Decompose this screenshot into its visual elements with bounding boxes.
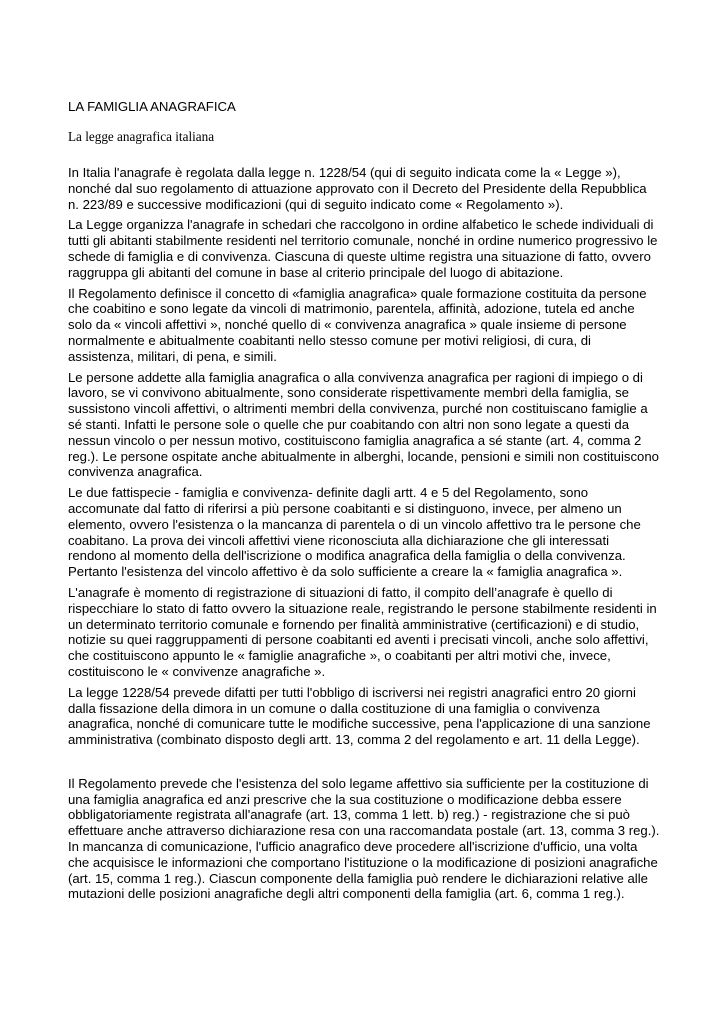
paragraph-legame-affettivo: Il Regolamento prevede che l'esistenza del solo legame affettivo sia sufficiente per la costituzione di una famiglia anagrafica ed anzi prescrive che la sua costituzione o modificazione debba essere obbligatoriamente registrata all'anagrafe (art. 13, comma 1 lett. b) reg.) - registrazione che si può effettuare anche attraverso dichiarazione resa con una raccomandata postale (art. 13, comma 3 reg.). In mancanza di comunicazione, l'ufficio anagrafico deve procedere all'iscrizione d'ufficio, una volta che acquisisce le informazioni che comportano l'istituzione o la modificazione di posizioni anagrafiche (art. 15, comma 1 reg.). Ciascun componente della famiglia può rendere le dichiarazioni relative alle mutazioni delle posizioni anagrafiche degli altri componenti della famiglia (art. 6, comma 1 reg.). — [68, 775, 660, 902]
paragraph-legge: In Italia l'anagrafe è regolata dalla legge n. 1228/54 (qui di seguito indicata come la « Legge »), nonché dal suo regolamento di attuazione approvato con il Decreto del Presidente della Repubblica n. 223/89 e successive modificazioni (qui di seguito indicato come « Regolamento »). — [68, 165, 647, 212]
paragraph-group-1 — [68, 165, 660, 748]
paragraph-schedari: La Legge organizza l'anagrafe in schedari che raccolgono in ordine alfabetico le schede individuali di tutti gli abitanti stabilmente residenti nel territorio comunale, nonché in ordine numerico progressivo le schede di famiglia e di convivenza. Ciascuna di queste ultime registra una situazione di fatto, ovvero raggruppa gli abitanti del comune in base al criterio principale del luogo di abitazione. — [68, 217, 658, 280]
document-title: LA FAMIGLIA ANAGRAFICA — [68, 99, 236, 114]
paragraph-spacer — [68, 753, 660, 776]
paragraph-obbligo: La legge 1228/54 prevede difatti per tutti l'obbligo di iscriversi nei registri anagrafici entro 20 giorni dalla fissazione della dimora in un comune o dalla costituzione di una famiglia o convivenza anagrafica, nonché di comunicare tutte le modifiche successive, pena l'applicazione di una sanzione amministrativa (combinato disposto degli artt. 13, comma 2 del regolamento e art. 11 della Legge). — [68, 684, 651, 748]
paragraph-fattispecie: Le due fattispecie - famiglia e convivenza- definite dagli artt. 4 e 5 del Regolamento, sono accomunate dal fatto di riferirsi a più persone coabitanti e si distinguono, invece, per almeno un elemento, ovvero l'esistenza o la mancanza di parentela o di un vincolo affettivo tra le persone che coabitano. La prova dei vincoli affettivi viene riconosciuta alla dichiarazione che gli interessati rendono al momento della dell'iscrizione o modifica anagrafica della famiglia o della convivenza. Pertanto l'esistenza del vincolo affettivo è da solo sufficiente a creare la « famiglia anagrafica ». — [68, 485, 641, 580]
paragraph-persone-addette: Le persone addette alla famiglia anagrafica o alla convivenza anagrafica per ragioni di impiego o di lavoro, se vi convivono abitualmente, sono considerate rispettivamente membri della famiglia, se sussistono vincoli affettivi, o altrimenti membri della convivenza, purché non costituiscano famiglie a sé stanti. Infatti le persone sole o quelle che pur coabitando con altri non sono legate a questi da nessun vincolo o per nessun motivo, costituiscono famiglia anagrafica a sé stante (art. 4, comma 2 reg.). Le persone ospitate anche abitualmente in alberghi, locande, pensioni e simili non costituiscono convivenza anagrafica. — [68, 369, 659, 480]
document-subtitle: La legge anagrafica italiana — [68, 129, 215, 144]
paragraph-group-2 — [68, 776, 660, 902]
paragraph-famiglia-definizione: Il Regolamento definisce il concetto di «famiglia anagrafica» quale formazione costituita da persone che coabitino e sono legate da vincoli di matrimonio, parentela, affinità, adozione, tutela ed anche solo da « vincoli affettivi », nonché quello di « convivenza anagrafica » quale insieme di persone normalmente e abitualmente coabitanti nello stesso comune per motivi religiosi, di cura, di assistenza, militari, di pena, e simili. — [68, 285, 647, 364]
paragraph-registrazione: L'anagrafe è momento di registrazione di situazioni di fatto, il compito dell’anagrafe è quello di rispecchiare lo stato di fatto ovvero la situazione reale, registrando le persone stabilmente residenti in un determinato territorio comunale e fornendo per finalità amministrative (certificazioni) e di studio, notizie su quei raggruppamenti di persone coabitanti ed aventi i precisati vincoli, anche solo affettivi, che costituiscono appunto le « famiglie anagrafiche », o coabitanti per altri motivi che, invece, costituiscono le « convivenze anagrafiche ». — [68, 584, 657, 679]
document-body — [68, 99, 660, 907]
